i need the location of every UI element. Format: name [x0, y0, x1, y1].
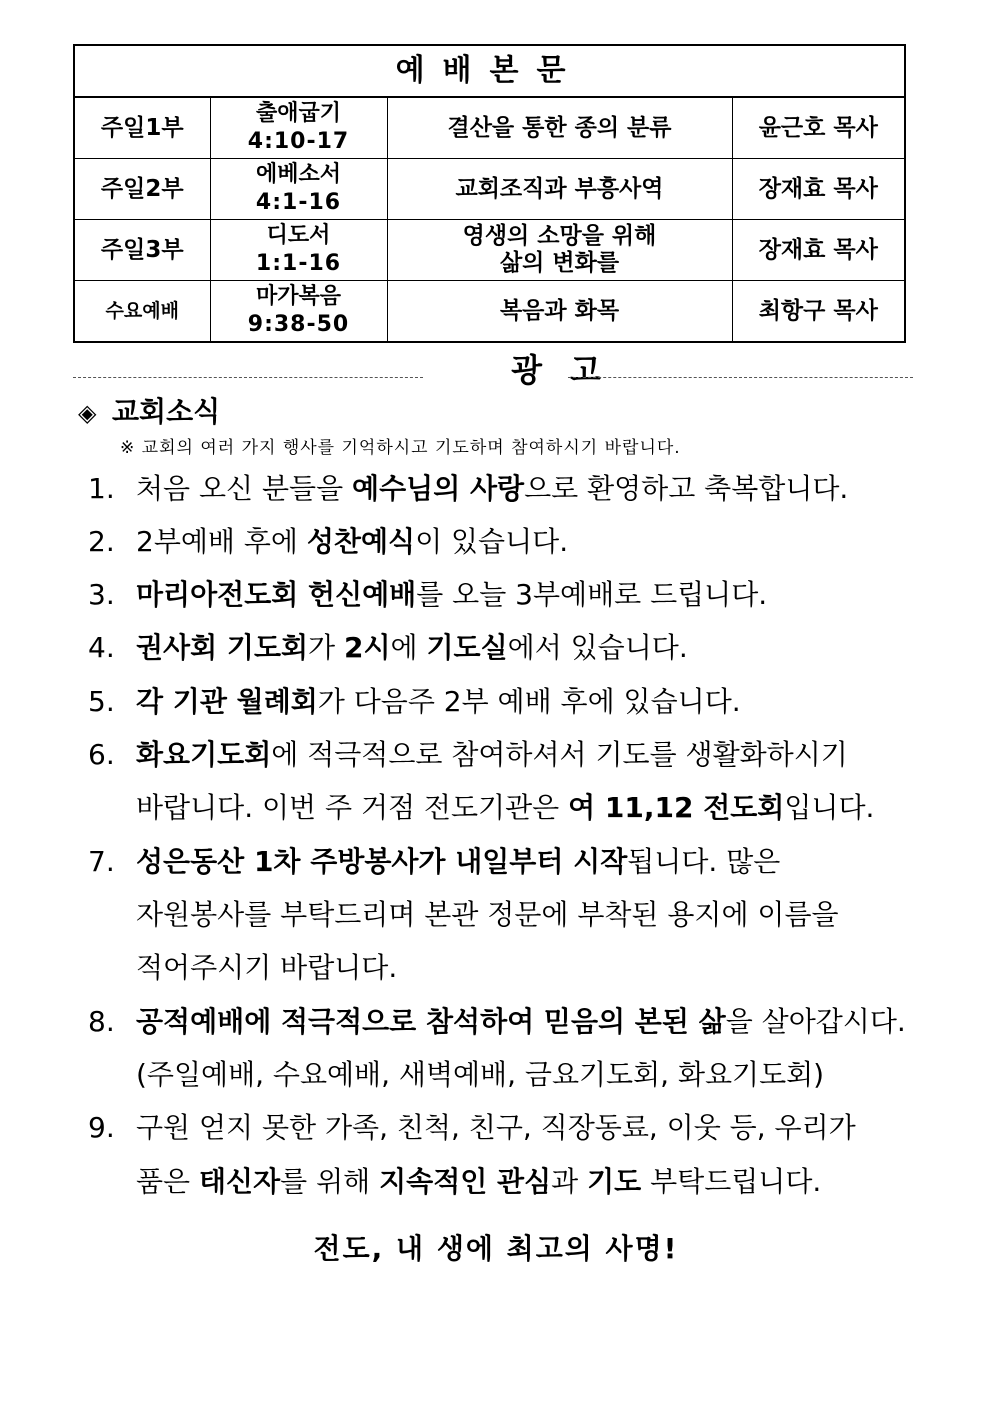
list-item: 6. 화요기도회에 적극적으로 참여하셔서 기도를 생활화하시기	[88, 738, 848, 771]
preacher: 장재효 목사	[732, 220, 905, 281]
list-item: 7. 성은동산 1차 주방봉사가 내일부터 시작됩니다. 많은	[88, 845, 781, 878]
service-name: 주일1부	[74, 97, 210, 159]
service-name: 주일2부	[74, 159, 210, 220]
sermon-table-title: 예배본문	[74, 45, 905, 97]
table-row	[74, 281, 905, 343]
list-item-continuation: 적어주시기 바랍니다.	[136, 951, 398, 984]
list-item: 1. 처음 오신 분들을 예수님의 사랑으로 환영하고 축복합니다.	[88, 472, 849, 505]
list-item: 4. 권사회 기도회가 2시에 기도실에서 있습니다.	[88, 631, 688, 664]
diamond-icon: ◈	[78, 399, 97, 427]
table-row	[74, 159, 905, 220]
list-item: 8. 공적예배에 적극적으로 참석하여 믿음의 본된 삶을 살아갑시다.	[88, 1005, 906, 1038]
divider-right	[568, 377, 913, 378]
section-title: 교회소식	[112, 395, 221, 428]
sermon-title: 영생의 소망을 위해 삶의 변화를	[387, 220, 732, 281]
sermon-title: 결산을 통한 종의 분류	[387, 97, 732, 159]
scripture-ref: 디도서 1:1-16	[210, 220, 387, 281]
sermon-title: 교회조직과 부흥사역	[387, 159, 732, 220]
table-row	[74, 220, 905, 281]
slogan: 전도, 내 생에 최고의 사명!	[313, 1232, 679, 1265]
announcements-title: 광고	[511, 351, 629, 389]
list-item-continuation: 자원봉사를 부탁드리며 본관 정문에 부착된 용지에 이름을	[136, 898, 839, 931]
list-item-continuation: 품은 태신자를 위해 지속적인 관심과 기도 부탁드립니다.	[136, 1165, 822, 1198]
scripture-ref: 에베소서 4:1-16	[210, 159, 387, 220]
section-heading	[78, 394, 220, 431]
preacher: 최항구 목사	[732, 281, 905, 343]
list-item: 9. 구원 얻지 못한 가족, 친척, 친구, 직장동료, 이웃 등, 우리가	[88, 1111, 856, 1144]
scripture-ref: 마가복음 9:38-50	[210, 281, 387, 343]
sermon-title: 복음과 화목	[387, 281, 732, 343]
announcements-header	[73, 350, 913, 390]
scripture-ref: 출애굽기 4:10-17	[210, 97, 387, 159]
preacher: 윤근호 목사	[732, 97, 905, 159]
list-item: 3. 마리아전도회 헌신예배를 오늘 3부예배로 드립니다.	[88, 578, 768, 611]
sermon-table	[73, 44, 906, 343]
section-note: ※ 교회의 여러 가지 행사를 기억하시고 기도하며 참여하시기 바랍니다.	[120, 438, 681, 458]
preacher: 장재효 목사	[732, 159, 905, 220]
list-item: 5. 각 기관 월례회가 다음주 2부 예배 후에 있습니다.	[88, 685, 741, 718]
list-item-continuation: (주일예배, 수요예배, 새벽예배, 금요기도회, 화요기도회)	[136, 1058, 825, 1091]
service-name: 수요예배	[74, 281, 210, 343]
list-item: 2. 2부예배 후에 성찬예식이 있습니다.	[88, 525, 569, 558]
table-row	[74, 97, 905, 159]
divider-left	[73, 377, 423, 378]
service-name: 주일3부	[74, 220, 210, 281]
list-item-continuation: 바랍니다. 이번 주 거점 전도기관은 여 11,12 전도회입니다.	[136, 791, 875, 824]
